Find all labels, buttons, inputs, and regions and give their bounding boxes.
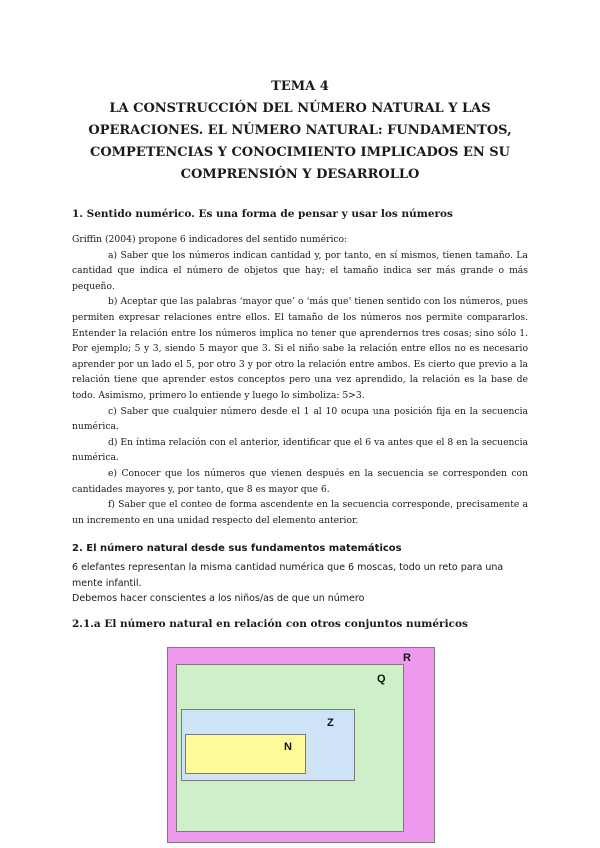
set-q-label: Q xyxy=(377,673,386,685)
section2-line: 6 elefantes representan la misma cantidad numérica que 6 moscas, todo un reto para una mente infantil. xyxy=(72,562,504,589)
set-n-label: N xyxy=(284,741,292,753)
set-n-box xyxy=(185,734,306,774)
indicator-f: f) Saber que el conteo de forma ascendente en la secuencia corresponde, precisamente a un incremento en una unidad respecto del elemento anterior. xyxy=(72,499,528,526)
title-line: COMPETENCIAS Y CONOCIMIENTO IMPLICADOS EN SU xyxy=(90,145,510,160)
title-line: LA CONSTRUCCIÓN DEL NÚMERO NATURAL Y LAS xyxy=(109,101,491,116)
section2-line: Debemos hacer conscientes a los niños/as de que un número xyxy=(72,593,365,604)
title-line: OPERACIONES. EL NÚMERO NATURAL: FUNDAMENTOS, xyxy=(88,123,512,138)
section21-heading: 2.1.a El número natural en relación con otros conjuntos numéricos xyxy=(72,618,468,630)
section1-body xyxy=(72,232,528,528)
document-title xyxy=(70,76,530,186)
set-z-label: Z xyxy=(327,717,334,729)
section1-heading: 1. Sentido numérico. Es una forma de pensar y usar los números xyxy=(72,208,453,220)
indicator-c: c) Saber que cualquier número desde el 1 al 10 ocupa una posición fija en la secuencia numérica. xyxy=(72,405,528,433)
set-r-label: R xyxy=(403,652,411,664)
section1-intro: Griffin (2004) propone 6 indicadores del sentido numérico: xyxy=(72,234,348,245)
section2-heading: 2. El número natural desde sus fundamentos matemáticos xyxy=(72,543,402,554)
indicator-a: a) Saber que los números indican cantidad y, por tanto, en sí mismos, tienen tamaño. La cantidad que indica el número de objetos que hay; el tamaño indica ser más grande o más pequeño. xyxy=(72,249,528,292)
section2-body xyxy=(72,560,528,607)
indicator-b: b) Aceptar que las palabras ‘mayor que’ o ‘más que’ tienen sentido con los números, pues permiten expresar relaciones entre ellos. El tamaño de los números nos permite compararlos. Entender la relación entre los números implica no tener que aprendernos tres cosas; sino sólo 1. Por ejemplo; 5 y 3, siendo 5 mayor que 3. Si el niño sabe la relación entre ellos no es necesario aprender por un lado el 5, por otro 3 y por otro la relación entre ambos. Es cierto que previo a la relación tiene que aprender estos conceptos pero una vez aprendido, la relación es la base de todo. Asimismo, primero lo entiende y luego lo simboliza: 5>3. xyxy=(72,296,528,401)
indicator-d: d) En íntima relación con el anterior, identificar que el 6 va antes que el 8 en la secuencia numérica. xyxy=(72,436,528,464)
title-line: TEMA 4 xyxy=(271,79,329,94)
title-line: COMPRENSIÓN Y DESARROLLO xyxy=(180,167,420,182)
indicator-e: e) Conocer que los números que vienen después en la secuencia se corresponden con cantidades mayores y, por tanto, que 8 es mayor que 6. xyxy=(72,467,528,495)
